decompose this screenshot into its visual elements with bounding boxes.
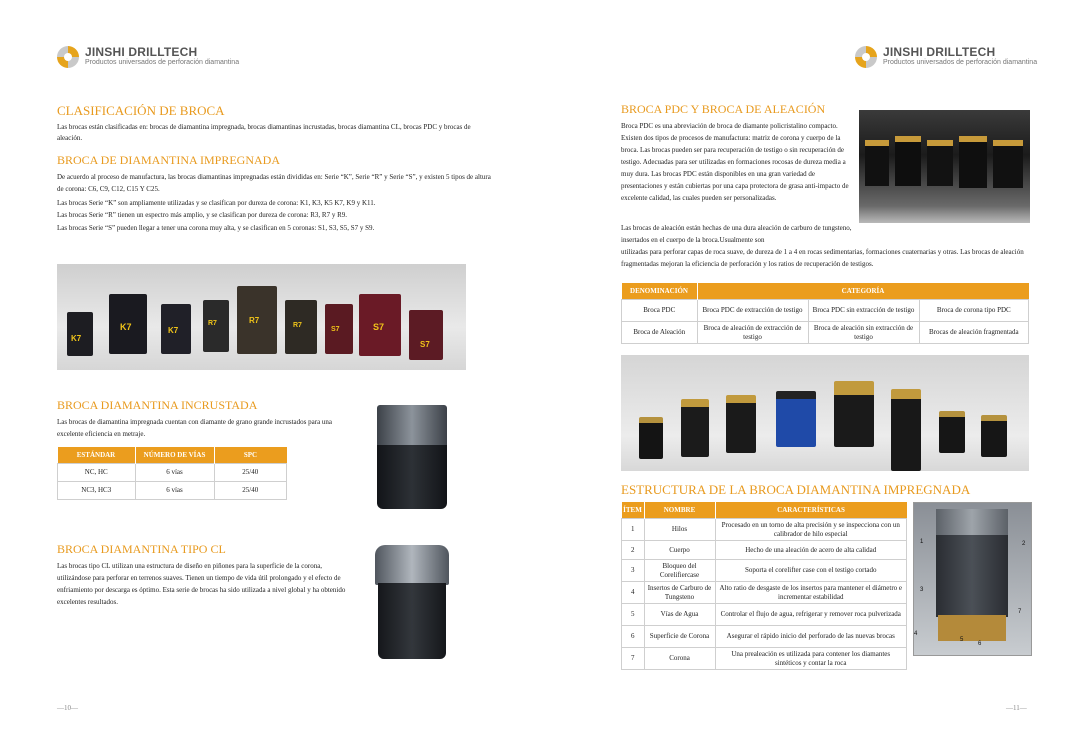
- table-cell: 25/40: [214, 482, 287, 500]
- pdc-bit: [639, 417, 663, 459]
- callout-label: 1: [920, 539, 924, 545]
- pdc-title: BROCA PDC Y BROCA DE ALEACIÓN: [621, 102, 826, 116]
- table-row: [622, 604, 907, 626]
- table-row: [58, 482, 287, 500]
- impregnated-bits-photo: [57, 264, 466, 370]
- brand-name: JINSHI DRILLTECH: [85, 45, 198, 59]
- table-cell: Hecho de una aleación de acero de alta calidad: [715, 541, 907, 560]
- col-header: NOMBRE: [644, 502, 715, 519]
- table-cell: 2: [622, 541, 645, 560]
- bit-label: S7: [420, 340, 430, 349]
- estructura-title: ESTRUCTURA DE LA BROCA DIAMANTINA IMPREGNADA: [621, 482, 971, 497]
- table-cell: Asegurar el rápido inicio del perforado de las nuevas brocas: [715, 626, 907, 648]
- table-row: [622, 541, 907, 560]
- col-header: ESTÁNDAR: [58, 447, 136, 464]
- table-cell: Superficie de Corona: [644, 626, 715, 648]
- pdc-bit: [939, 411, 965, 453]
- alloy-bit: [776, 391, 816, 447]
- bit-label: K7: [71, 334, 82, 343]
- table-cell: 7: [622, 648, 645, 670]
- clasificacion-title: CLASIFICACIÓN DE BROCA: [57, 103, 225, 118]
- table-cell: Broca de Aleación: [622, 322, 698, 344]
- table-row: [622, 626, 907, 648]
- table-cell: Broca PDC sin extracción de testigo: [808, 300, 919, 322]
- pdc-text-a: Broca PDC es una abreviación de broca de diamante policristalino compacto. Existen dos tipos de procesos de manufactura: matriz de corona y cuerpo de la broca. Las brocas pueden ser para recuperación de testigo o sin recuperación de testigo. Adecuadas para ser utilizadas en formaciones rocosas de dureza media a muy dura. Las brocas PDC están disponibles en una gran variedad de presentaciones y están cubiertas por una capa protectora de grasa anti-impacto de excelente calidad, las cuales pueden ser personalizadas.: [621, 122, 849, 202]
- table-cell: 5: [622, 604, 645, 626]
- pdc-alloy-bits-photo: [621, 355, 1029, 471]
- brand-tagline: Productos universados de perforación diamantina: [883, 59, 1038, 66]
- table-cell: Vías de Agua: [644, 604, 715, 626]
- logo-icon: [855, 46, 877, 68]
- right-logo: [855, 45, 1045, 69]
- pdc-bit: [834, 381, 874, 447]
- col-header: SPC: [214, 447, 287, 464]
- brand-tagline: Productos universados de perforación diamantina: [85, 59, 240, 66]
- bit-s7-3: [409, 310, 443, 360]
- left-logo: [57, 45, 247, 69]
- table-cell: 25/40: [214, 464, 287, 482]
- col-header: DENOMINACIÓN: [622, 283, 698, 300]
- table-cell: Brocas de aleación fragmentada: [919, 322, 1029, 344]
- table-row: [622, 322, 1029, 344]
- table-row: [622, 300, 1029, 322]
- cl-bit-photo: [372, 545, 452, 660]
- bit-label: R7: [293, 322, 302, 329]
- incrustada-table: [57, 447, 287, 500]
- incrustada-text: Las brocas de diamantina impregnada cuentan con diamante de grano grande incrustados para una excelente eficiencia en metraje.: [57, 418, 333, 438]
- col-header: ÍTEM: [622, 502, 645, 519]
- pdc-bit: [681, 399, 709, 457]
- table-cell: Broca PDC de extracción de testigo: [697, 300, 808, 322]
- estructura-table: [621, 502, 907, 670]
- callout-label: 5: [960, 637, 964, 643]
- table-row: [58, 464, 287, 482]
- table-row: [622, 560, 907, 582]
- pdc-bit: [981, 415, 1007, 457]
- pdc-text-b: Las brocas de aleación están hechas de una dura aleación de carburo de tungsteno, insertados en el cuerpo de la broca.Usualmente son: [621, 224, 852, 244]
- incrustada-bit-photo: [372, 405, 452, 510]
- table-cell: Cuerpo: [644, 541, 715, 560]
- table-cell: Procesado en un torno de alta precisión y se inspecciona con un calibrador de hilo especial: [715, 519, 907, 541]
- cl-text: Las brocas tipo CL utilizan una estructura de diseño en piñones para la superficie de la corona, utilizándose para perforar en terrenos suaves. Tienen un tiempo de vida útil prolongado y el efecto de enfriamiento por descarga es óptimo. Esta serie de brocas ha sido utilizada a nivel global y ha obtenido excelentes resultados.: [57, 562, 346, 606]
- impregnada-line-1: De acuerdo al proceso de manufactura, las brocas diamantinas impregnadas están divididas en: Serie “K”, Serie “R” y Serie “S”, y existen 5 tipos de altura de corona: C6, C9, C12, C15 Y C25.: [57, 173, 491, 193]
- table-cell: Hilos: [644, 519, 715, 541]
- table-row: [622, 519, 907, 541]
- table-cell: Broca de aleación de extracción de testigo: [697, 322, 808, 344]
- table-cell: 1: [622, 519, 645, 541]
- incrustada-title: BROCA DIAMANTINA INCRUSTADA: [57, 398, 258, 412]
- callout-label: 7: [1018, 609, 1022, 615]
- callout-label: 2: [1022, 541, 1026, 547]
- table-row: [622, 648, 907, 670]
- table-cell: Bloqueo del Corelifiercase: [644, 560, 715, 582]
- table-cell: 3: [622, 560, 645, 582]
- pdc-bit: [726, 395, 756, 453]
- table-cell: NC3, HC3: [58, 482, 136, 500]
- impregnada-line-4: Las brocas Serie “S” pueden llegar a tener una corona muy alta, y se clasifican en 5 coronas: S1, S3, S5, S7 y S9.: [57, 224, 375, 232]
- right-page-number: —11—: [1006, 704, 1027, 712]
- callout-label: 4: [914, 631, 918, 637]
- table-cell: Broca de corona tipo PDC: [919, 300, 1029, 322]
- clasificacion-text: Las brocas están clasificadas en: brocas de diamantina impregnada, brocas diamantinas incrustadas, brocas diamantina CL, brocas PDC y brocas de aleación.: [57, 123, 471, 142]
- table-cell: Alto ratio de desgaste de los insertos para mantener el diámetro e incrementar estabilidad: [715, 582, 907, 604]
- pdc-table: [621, 283, 1029, 344]
- table-cell: 6 vías: [135, 464, 214, 482]
- cl-title: BROCA DIAMANTINA TIPO CL: [57, 542, 226, 556]
- pdc-bit: [891, 389, 921, 471]
- table-cell: 6: [622, 626, 645, 648]
- impregnada-line-2: Las brocas Serie “K” son ampliamente utilizadas y se clasifican por dureza de corona: K1, K3, K5 K7, K9 y K11.: [57, 199, 376, 207]
- table-cell: Controlar el flujo de agua, refrigerar y remover roca pulverizada: [715, 604, 907, 626]
- pdc-text-c: utilizadas para perforar capas de roca suave, de dureza de 1 a 4 en rocas sedimentarias, formaciones cuaternarias y otras. Las brocas de aleación fragmentadas mejoran la eficiencia de perforación y los ratios de recuperación de testigos.: [621, 248, 1024, 268]
- bit-label: R7: [208, 320, 217, 327]
- bit-label: R7: [249, 316, 260, 325]
- col-header: CARACTERÍSTICAS: [715, 502, 907, 519]
- table-cell: Soporta el corelifter case con el testigo cortado: [715, 560, 907, 582]
- bit-label: K7: [120, 322, 132, 332]
- callout-label: 3: [920, 587, 924, 593]
- callout-label: 6: [978, 641, 982, 647]
- table-row: [622, 582, 907, 604]
- table-cell: Corona: [644, 648, 715, 670]
- table-cell: Una prealeación es utilizada para contener los diamantes sintéticos y contar la roca: [715, 648, 907, 670]
- bit-label: S7: [373, 322, 385, 332]
- impregnada-title: BROCA DE DIAMANTINA IMPREGNADA: [57, 153, 281, 167]
- impregnada-line-3: Las brocas Serie “R” tienen un espectro más amplio, y se clasifican por dureza de corona: R3, R7 y R9.: [57, 211, 348, 219]
- bit-label: S7: [331, 326, 340, 333]
- bit-label: K7: [168, 326, 179, 335]
- col-header: CATEGORÍA: [697, 283, 1029, 300]
- table-cell: Broca PDC: [622, 300, 698, 322]
- pdc-bits-photo: [859, 110, 1030, 223]
- table-cell: 6 vías: [135, 482, 214, 500]
- left-page-number: —10—: [57, 704, 78, 712]
- col-header: NÚMERO DE VÍAS: [135, 447, 214, 464]
- structure-diagram: [913, 502, 1032, 656]
- logo-icon: [57, 46, 79, 68]
- table-cell: NC, HC: [58, 464, 136, 482]
- table-cell: Broca de aleación sin extracción de testigo: [808, 322, 919, 344]
- brand-name: JINSHI DRILLTECH: [883, 45, 996, 59]
- table-cell: Insertos de Carburo de Tungsteno: [644, 582, 715, 604]
- table-cell: 4: [622, 582, 645, 604]
